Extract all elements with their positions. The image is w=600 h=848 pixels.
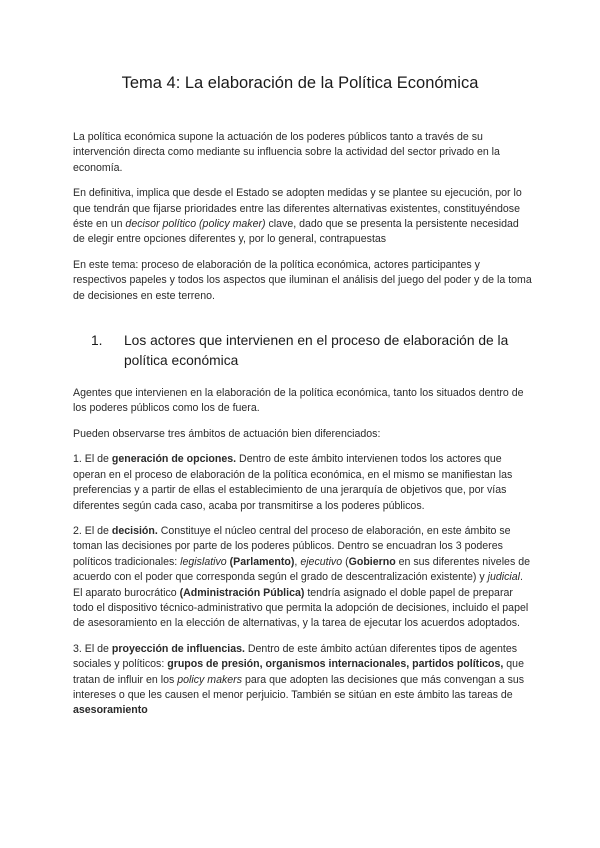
document-body [73,130,533,729]
section-1-paragraph-1: Agentes que intervienen en la elaboración de la política económica, tanto los situados dentro de los poderes públicos como los de fuera. [73,387,524,415]
scope-item-1: 1. El de generación de opciones. Dentro de este ámbito intervienen todos los actores que operan en el proceso de elaboración de la política económica, en el mismo se manifiestan las preferencias y a partir de ellas el establecimiento de una jerarquía de objetivos que, por vías diferentes según cada caso, acaba por transmitirse a los poderes públicos. [73,453,513,512]
intro-paragraph-2: En definitiva, implica que desde el Estado se adopten medidas y se plantee su ejecución, por lo que tendrán que fijarse prioridades entre las diferentes alternativas existentes, constituyéndose éste en un decisor político (policy maker) clave, dado que se presenta la persistente necesidad de elegir entre opciones diferentes y, por lo general, contrapuestas [73,187,522,246]
page-title: Tema 4: La elaboración de la Política Económica [121,74,479,92]
section-1-heading [73,331,533,371]
section-number: 1. [91,333,103,349]
scope-item-2: 2. El de decisión. Constituye el núcleo central del proceso de elaboración, en este ámbito se toman las decisiones por parte de los poderes públicos. Dentro se encuadran los 3 poderes políticos tradicionales: legislativo (Parlamento), ejecutivo (Gobierno en sus diferentes niveles de acuerdo con el poder que corresponda según el grado de descentralización existente) y judicial. El aparato burocrático (Administración Pública) tendría asignado el doble papel de preparar todo el dispositivo técnico-administrativo que permita la adopción de decisiones, incluido el papel de asesoramiento en la elección de alternativas, y la tarea de ejecutar los acuerdos adoptados. [73,524,530,630]
section-heading-text: Los actores que intervienen en el proceso de elaboración de la política económica [124,333,509,369]
section-1-paragraph-2: Pueden observarse tres ámbitos de actuación bien diferenciados: [73,427,381,440]
intro-paragraph-1: La política económica supone la actuación de los poderes públicos tanto a través de su intervención directa como mediante su influencia sobre la actividad del sector privado en la economía. [73,131,500,174]
policy-maker-term: decisor político (policy maker) [125,218,266,231]
scope-item-3: 3. El de proyección de influencias. Dentro de este ámbito actúan diferentes tipos de agentes sociales y políticos: grupos de presión, organismos internacionales, partidos políticos, que tratan de influir en los policy makers para que adopten las decisiones que más convengan a sus intereses o que les causen el menor perjuicio. También se sitúan en este ámbito las tareas de asesoramiento [73,642,525,717]
intro-paragraph-3: En este tema: proceso de elaboración de la política económica, actores participantes y respectivos papeles y todos los aspectos que iluminan el análisis del juego del poder y de la toma de decisiones en este terreno. [73,258,532,302]
